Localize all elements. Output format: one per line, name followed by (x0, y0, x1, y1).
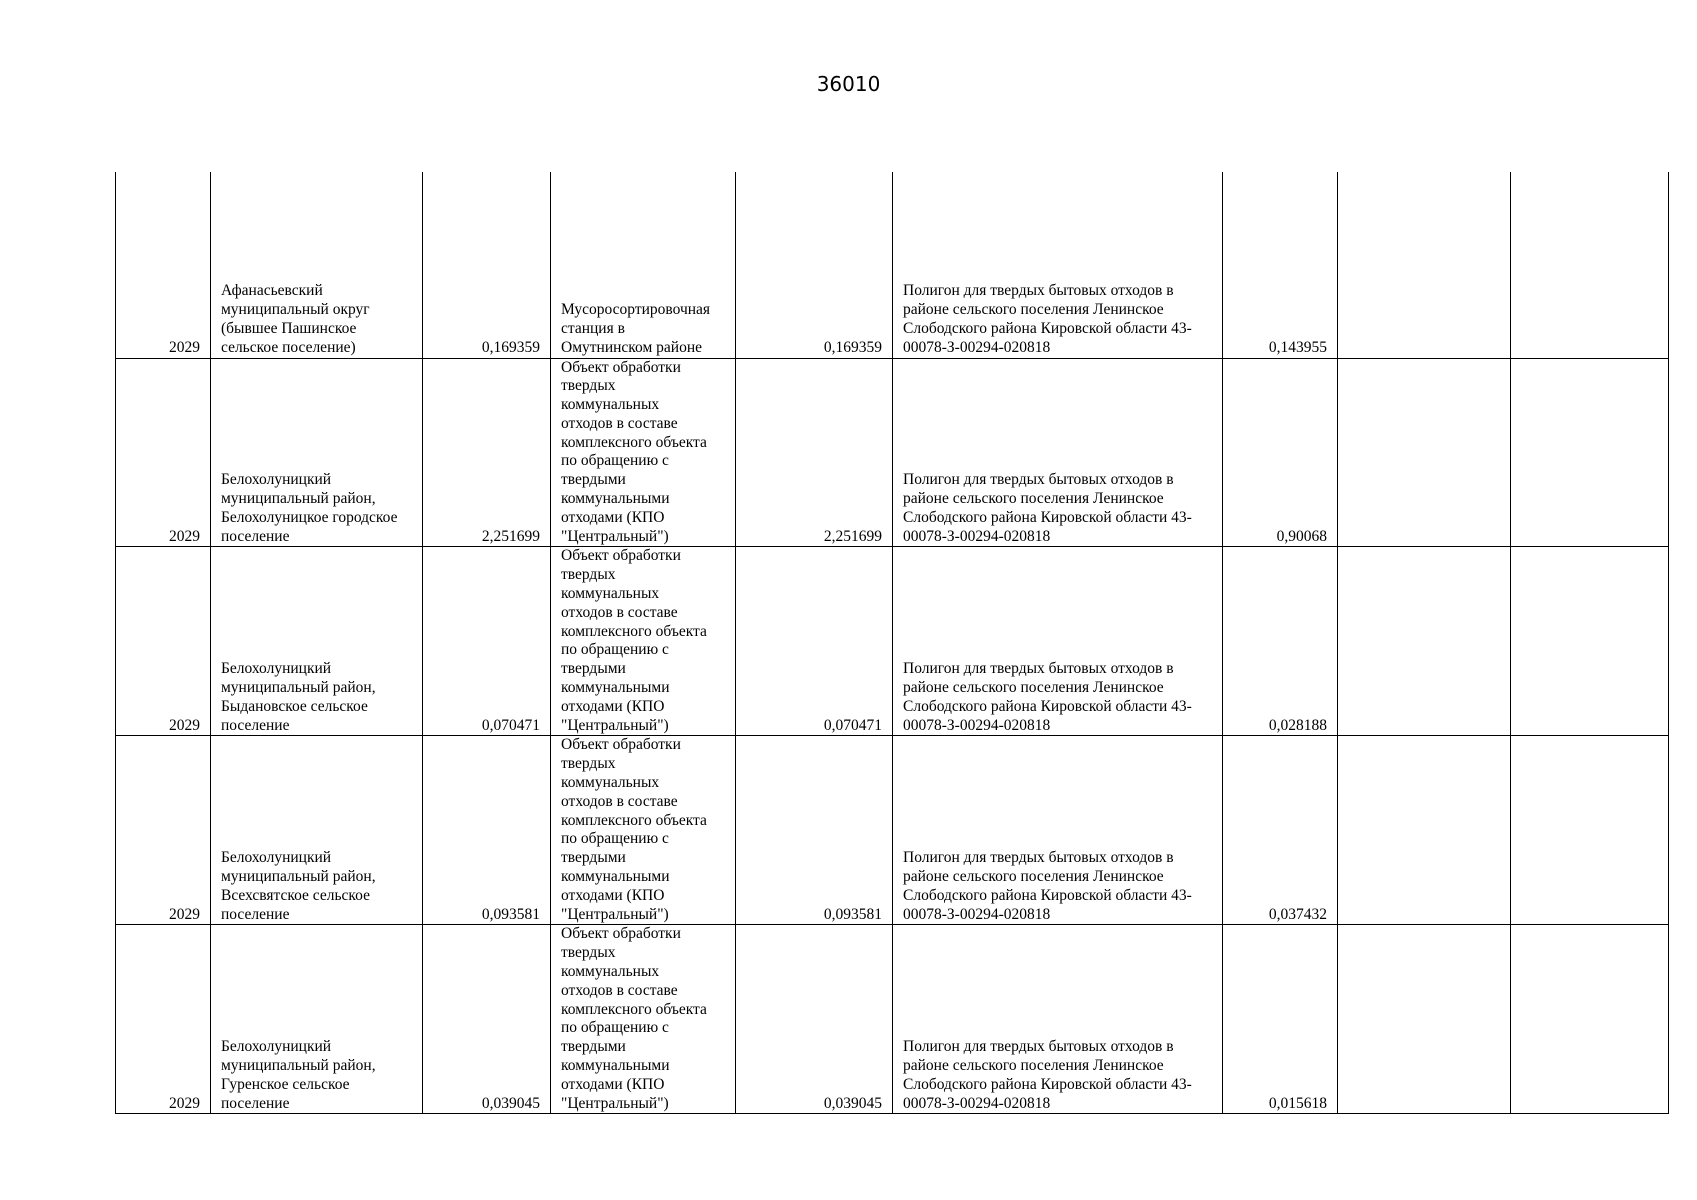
municipality-line: Белохолуницкий (221, 1038, 332, 1056)
page-number: 36010 (816, 72, 881, 96)
disposed-mass-cell: 0,015618 (1223, 925, 1338, 1114)
table-row (116, 736, 1669, 925)
municipality-line: Белохолуницкий (221, 849, 332, 867)
facility-line: Объект обработки (561, 358, 681, 376)
facility-line: отходов в составе (561, 603, 678, 621)
municipality-line: муниципальный район, (221, 868, 376, 886)
facility-line: по обращению с (561, 1019, 669, 1037)
municipality-cell (211, 925, 423, 1114)
empty-cell (1338, 358, 1511, 547)
municipality-line: поселение (221, 1094, 290, 1112)
municipality-line: Белохолуницкий (221, 660, 332, 678)
empty-cell (1338, 925, 1511, 1114)
facility-cell (551, 358, 736, 547)
municipality-line: Всехсвятское сельское (221, 886, 370, 904)
facility-line: отходами (КПО (561, 508, 665, 526)
municipality-line: Белохолуницкое городское (221, 508, 398, 526)
landfill-line: Слободского района Кировской области 43- (903, 508, 1192, 526)
year-cell: 2029 (116, 925, 211, 1114)
table-body (116, 172, 1669, 1114)
landfill-line: Слободского района Кировской области 43- (903, 886, 1192, 904)
municipality-line: (бывшее Пашинское (221, 319, 357, 337)
landfill-line: районе сельского поселения Ленинское (903, 301, 1164, 319)
facility-line: комплексного объекта (561, 1000, 707, 1018)
facility-line: комплексного объекта (561, 622, 707, 640)
municipality-line: муниципальный район, (221, 679, 376, 697)
facility-line: комплексного объекта (561, 433, 707, 451)
landfill-line: районе сельского поселения Ленинское (903, 1056, 1164, 1074)
year-cell: 2029 (116, 172, 211, 358)
processed-mass-cell: 0,070471 (736, 547, 893, 736)
facility-line: "Центральный") (561, 716, 669, 734)
facility-line: комплексного объекта (561, 811, 707, 829)
empty-cell (1338, 172, 1511, 358)
facility-line: твердых (561, 377, 616, 395)
facility-line: Объект обработки (561, 925, 681, 943)
landfill-line: 00078-З-00294-020818 (903, 905, 1051, 923)
landfill-line: 00078-З-00294-020818 (903, 1094, 1051, 1112)
landfill-line: 00078-З-00294-020818 (903, 527, 1051, 545)
facility-line: коммунальными (561, 490, 670, 508)
facility-line: коммунальными (561, 679, 670, 697)
municipality-line: сельское поселение) (221, 338, 356, 356)
facility-line: коммунальных (561, 774, 660, 792)
disposed-mass-cell: 0,143955 (1223, 172, 1338, 358)
facility-line: твердыми (561, 1038, 626, 1056)
processed-mass-cell: 0,039045 (736, 925, 893, 1114)
facility-line: отходов в составе (561, 414, 678, 432)
landfill-line: Полигон для твердых бытовых отходов в (903, 1038, 1174, 1056)
municipality-cell (211, 172, 423, 358)
municipality-cell (211, 358, 423, 547)
municipality-line: муниципальный район, (221, 490, 376, 508)
landfill-line: районе сельского поселения Ленинское (903, 679, 1164, 697)
facility-line: по обращению с (561, 830, 669, 848)
municipality-line: муниципальный округ (221, 301, 370, 319)
facility-line: "Центральный") (561, 1094, 669, 1112)
facility-line: Омутнинском районе (561, 338, 703, 356)
facility-line: коммунальными (561, 868, 670, 886)
table-row (116, 358, 1669, 547)
processed-mass-cell: 0,093581 (736, 736, 893, 925)
landfill-line: Полигон для твердых бытовых отходов в (903, 660, 1174, 678)
municipality-line: поселение (221, 905, 290, 923)
facility-cell (551, 736, 736, 925)
mass-cell: 2,251699 (423, 358, 551, 547)
empty-cell (1338, 736, 1511, 925)
year-cell: 2029 (116, 358, 211, 547)
facility-line: коммунальными (561, 1056, 670, 1074)
disposed-mass-cell: 0,037432 (1223, 736, 1338, 925)
empty-cell (1511, 736, 1669, 925)
landfill-line: районе сельского поселения Ленинское (903, 490, 1164, 508)
landfill-line: 00078-З-00294-020818 (903, 716, 1051, 734)
mass-cell: 0,169359 (423, 172, 551, 358)
processed-mass-cell: 0,169359 (736, 172, 893, 358)
empty-cell (1338, 547, 1511, 736)
year-cell: 2029 (116, 736, 211, 925)
landfill-line: Слободского района Кировской области 43- (903, 1075, 1192, 1093)
municipality-cell (211, 547, 423, 736)
facility-line: твердыми (561, 849, 626, 867)
table-row (116, 172, 1669, 358)
empty-cell (1511, 172, 1669, 358)
landfill-cell (893, 172, 1223, 358)
facility-line: коммунальных (561, 396, 660, 414)
facility-line: отходами (КПО (561, 1075, 665, 1093)
landfill-cell (893, 358, 1223, 547)
facility-line: отходов в составе (561, 981, 678, 999)
municipality-cell (211, 736, 423, 925)
landfill-line: Полигон для твердых бытовых отходов в (903, 282, 1174, 300)
facility-cell (551, 547, 736, 736)
facility-line: "Центральный") (561, 527, 669, 545)
municipality-line: поселение (221, 527, 290, 545)
municipality-line: Гуренское сельское (221, 1075, 350, 1093)
municipality-line: Белохолуницкий (221, 471, 332, 489)
facility-line: станция в (561, 319, 625, 337)
facility-cell (551, 925, 736, 1114)
landfill-cell (893, 736, 1223, 925)
landfill-line: Полигон для твердых бытовых отходов в (903, 849, 1174, 867)
facility-line: коммунальных (561, 963, 660, 980)
facility-line: твердых (561, 566, 616, 584)
mass-cell: 0,093581 (423, 736, 551, 925)
table-row (116, 925, 1669, 1114)
disposed-mass-cell: 0,028188 (1223, 547, 1338, 736)
landfill-line: 00078-З-00294-020818 (903, 338, 1051, 356)
empty-cell (1511, 925, 1669, 1114)
waste-flow-table (115, 172, 1669, 1114)
municipality-line: Быдановское сельское (221, 697, 368, 715)
landfill-line: Слободского района Кировской области 43- (903, 697, 1192, 715)
municipality-line: муниципальный район, (221, 1056, 376, 1074)
landfill-line: Полигон для твердых бытовых отходов в (903, 471, 1174, 489)
facility-line: отходами (КПО (561, 886, 665, 904)
mass-cell: 0,039045 (423, 925, 551, 1114)
facility-line: Объект обработки (561, 547, 681, 565)
facility-line: коммунальных (561, 585, 660, 603)
municipality-line: Афанасьевский (221, 282, 323, 300)
table-row (116, 547, 1669, 736)
empty-cell (1511, 358, 1669, 547)
facility-line: по обращению с (561, 641, 669, 659)
facility-line: по обращению с (561, 452, 669, 470)
landfill-line: Слободского района Кировской области 43- (903, 319, 1192, 337)
processed-mass-cell: 2,251699 (736, 358, 893, 547)
municipality-line: поселение (221, 716, 290, 734)
disposed-mass-cell: 0,90068 (1223, 358, 1338, 547)
mass-cell: 0,070471 (423, 547, 551, 736)
facility-line: твердыми (561, 660, 626, 678)
facility-line: отходов в составе (561, 792, 678, 810)
landfill-line: районе сельского поселения Ленинское (903, 868, 1164, 886)
facility-line: Объект обработки (561, 736, 681, 754)
facility-line: твердых (561, 944, 616, 962)
landfill-cell (893, 547, 1223, 736)
landfill-cell (893, 925, 1223, 1114)
facility-line: "Центральный") (561, 905, 669, 923)
empty-cell (1511, 547, 1669, 736)
year-cell: 2029 (116, 547, 211, 736)
facility-line: отходами (КПО (561, 697, 665, 715)
facility-cell (551, 172, 736, 358)
facility-line: твердыми (561, 471, 626, 489)
facility-line: твердых (561, 755, 616, 773)
facility-line: Мусоросортировочная (561, 301, 711, 319)
